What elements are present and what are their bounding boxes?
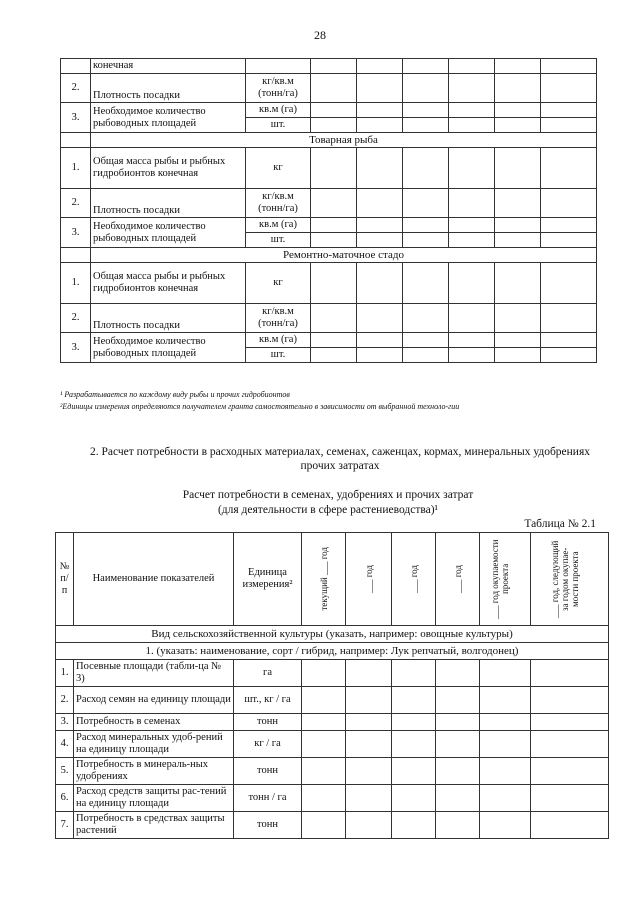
page-number: 28 bbox=[314, 28, 326, 42]
footnote-1: ¹ Разрабатывается по каждому виду рыбы и прочих гидробионтов bbox=[60, 390, 290, 399]
footnote-2: ²Единицы измерения определяются получателем гранта самостоятельно в зависимости от выбранной техноло-гии bbox=[60, 402, 460, 411]
table-row: 1. Общая масса рыбы и рыбных гидробионтов конечная кг bbox=[61, 263, 597, 304]
table-2-title: Расчет потребности в семенах, удобрениях и прочих затрат bbox=[182, 489, 474, 501]
table-row: 3. Необходимое количество рыбоводных площадей кв.м (га) bbox=[61, 333, 597, 348]
col-num: № п/п bbox=[56, 533, 74, 626]
table-row: 5. Потребность в минераль-ных удобрениях тонн bbox=[56, 758, 609, 785]
table-row: 1. Посевные площади (табли-ца № 3) га bbox=[56, 660, 609, 687]
table-row: 3. Необходимое количество рыбоводных площадей кв.м (га) bbox=[61, 103, 597, 118]
table-row: 3. Потребность в семенах тонн bbox=[56, 714, 609, 731]
table-2-subtitle: (для деятельности в сфере растениеводства)¹ bbox=[217, 504, 439, 516]
continuation-label: конечная bbox=[91, 59, 246, 74]
table-row: шт. bbox=[61, 348, 597, 363]
variety-row: 1. (указать: наименование, сорт / гибрид, например: Лук репчатый, волгодонец) bbox=[56, 643, 609, 660]
table-header-row bbox=[56, 533, 609, 626]
section-2-heading: 2. Расчет потребности в расходных материалах, семенах, саженцах, кормах, минеральных удобрениях прочих затратах bbox=[89, 446, 591, 472]
table-row: 2. Плотность посадки кг/кв.м (тонн/га) bbox=[61, 189, 597, 218]
table-row bbox=[61, 59, 597, 74]
col-year-payback: ___ год окупаемости проекта bbox=[490, 539, 510, 619]
table-row: 4. Расход минеральных удоб-рений на единицу площади кг / га bbox=[56, 731, 609, 758]
col-year-4: ___ год bbox=[452, 564, 463, 594]
col-year-2: ___ год bbox=[363, 564, 374, 594]
table-2-label: Таблица № 2.1 bbox=[524, 518, 596, 530]
col-year-current: текущий ___ год bbox=[318, 547, 329, 611]
table-row: 1. Общая масса рыбы и рыбных гидробионтов конечная кг bbox=[61, 148, 597, 189]
table-row: 2. Плотность посадки кг/кв.м (тонн/га) bbox=[61, 304, 597, 333]
col-unit: Единица измерения² bbox=[234, 533, 302, 626]
crop-table bbox=[55, 532, 609, 839]
col-year-after-payback: ___ год, следующий за годом окупае-мости проекта bbox=[549, 540, 580, 618]
col-name: Наименование показателей bbox=[74, 533, 234, 626]
crop-row: Вид сельскохозяйственной культуры (указать, например: овощные культуры) bbox=[56, 626, 609, 643]
table-row: 3. Необходимое количество рыбоводных площадей кв.м (га) bbox=[61, 218, 597, 233]
table-row: шт. bbox=[61, 118, 597, 133]
fish-table bbox=[60, 58, 597, 363]
section-header: Товарная рыба bbox=[61, 133, 597, 148]
col-year-3: ___ год bbox=[408, 564, 419, 594]
table-row: 7. Потребность в средствах защиты растений тонн bbox=[56, 812, 609, 839]
table-row: 2. Плотность посадки кг/кв.м (тонн/га) bbox=[61, 74, 597, 103]
table-row: 6. Расход средств защиты рас-тений на единицу площади тонн / га bbox=[56, 785, 609, 812]
table-row: шт. bbox=[61, 233, 597, 248]
section-header: Ремонтно-маточное стадо bbox=[61, 248, 597, 263]
table-row: 2. Расход семян на единицу площади шт., кг / га bbox=[56, 687, 609, 714]
